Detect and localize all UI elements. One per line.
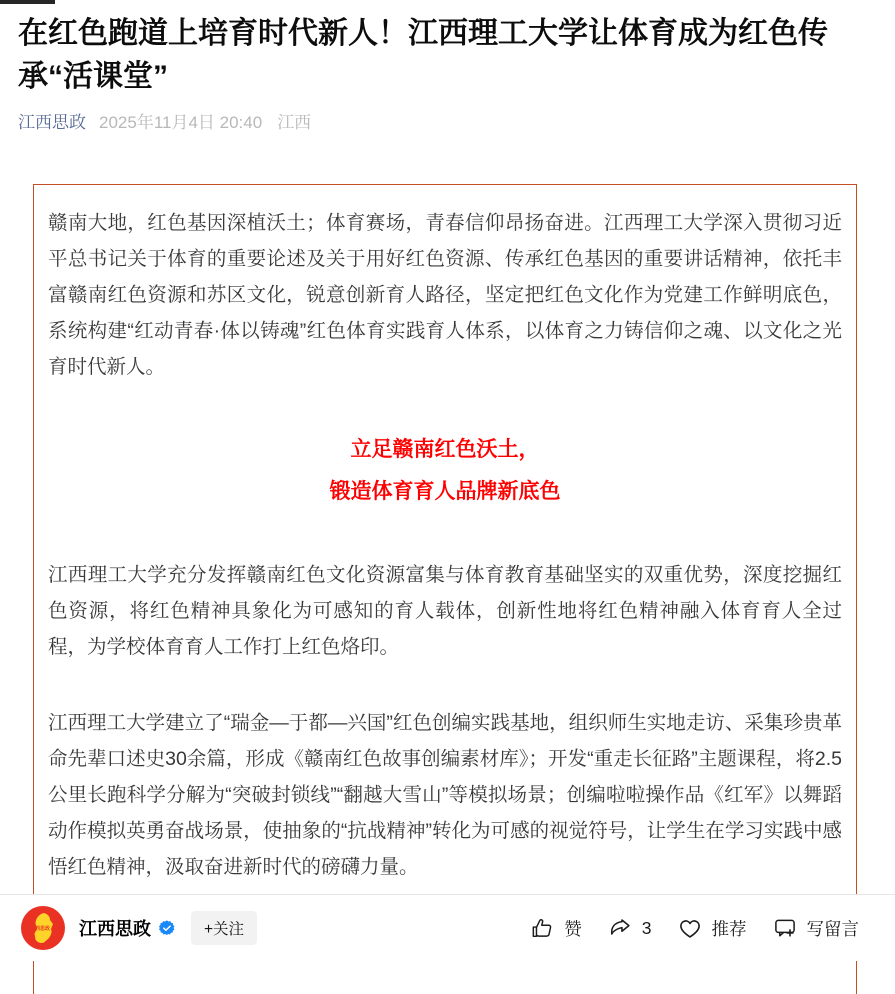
recommend-button[interactable] — [677, 915, 747, 941]
paragraph-practice-base: 江西理工大学建立了“瑞金—于都—兴国”红色创编实践基地，组织师生实地走访、采集珍贵革命先辈口述史30余篇，形成《赣南红色故事创编素材库》；开发“重走长征路”主题课程，将2.5公里长跑科学分解为“突破封锁线”“翻越大雪山”等模拟场景；创编啦啦操作品《红军》以舞蹈动作模拟英勇奋战场景，使抽象的“抗战精神”转化为可感的视觉符号，让学生在学习实践中感悟红色精神，汲取奋进新时代的磅礴力量。 — [48, 712, 842, 878]
comment-plus-icon — [772, 915, 798, 941]
source-account-link[interactable]: 江西思政 — [18, 113, 86, 132]
article-meta — [0, 111, 895, 135]
follow-button[interactable]: +关注 — [191, 911, 257, 945]
verified-badge-icon — [158, 919, 176, 937]
section-heading-red — [48, 429, 842, 513]
publish-datetime: 2025年11月4日 20:40 — [99, 113, 263, 132]
share-arrow-icon — [607, 915, 633, 941]
article-content-box — [33, 184, 857, 994]
share-count: 3 — [641, 917, 652, 938]
cropped-top-strip — [0, 0, 55, 4]
like-button[interactable] — [530, 916, 582, 941]
avatar-inner-text: 江西思政 — [30, 926, 51, 932]
share-button[interactable] — [607, 915, 652, 941]
action-group — [530, 915, 859, 941]
heart-icon — [677, 915, 703, 941]
thumbs-up-icon — [530, 916, 555, 941]
page-title: 在红色跑道上培育时代新人！江西理工大学让体育成为红色传承“活课堂” — [18, 17, 828, 93]
account-name[interactable]: 江西思政 — [79, 919, 151, 939]
section-heading-line2: 锻造体育育人品牌新底色 — [329, 480, 561, 503]
write-comment-button[interactable] — [772, 915, 860, 941]
account-action-bar — [0, 894, 895, 961]
account-avatar[interactable] — [21, 906, 65, 950]
recommend-label: 推荐 — [711, 918, 747, 939]
comment-label: 写留言 — [806, 918, 859, 939]
section-heading-line1: 立足赣南红色沃土， — [350, 438, 540, 461]
paragraph-advantages: 江西理工大学充分发挥赣南红色文化资源富集与体育教育基础坚实的双重优势，深度挖掘红色资源，将红色精神具象化为可感知的育人载体，创新性地将红色精神融入体育育人全过程，为学校体育育人工作打上红色烙印。 — [48, 564, 842, 658]
paragraph-intro: 赣南大地，红色基因深植沃土；体育赛场，青春信仰昂扬奋进。江西理工大学深入贯彻习近平总书记关于体育的重要论述及关于用好红色资源、传承红色基因的重要讲话精神，依托丰富赣南红色资源和苏区文化，锐意创新育人路径，坚定把红色文化作为党建工作鲜明底色，系统构建“红动青春·体以铸魂”红色体育实践育人体系，以体育之力铸信仰之魂、以文化之光育时代新人。 — [48, 212, 842, 378]
like-label: 赞 — [564, 918, 582, 939]
publish-location: 江西 — [277, 113, 312, 132]
